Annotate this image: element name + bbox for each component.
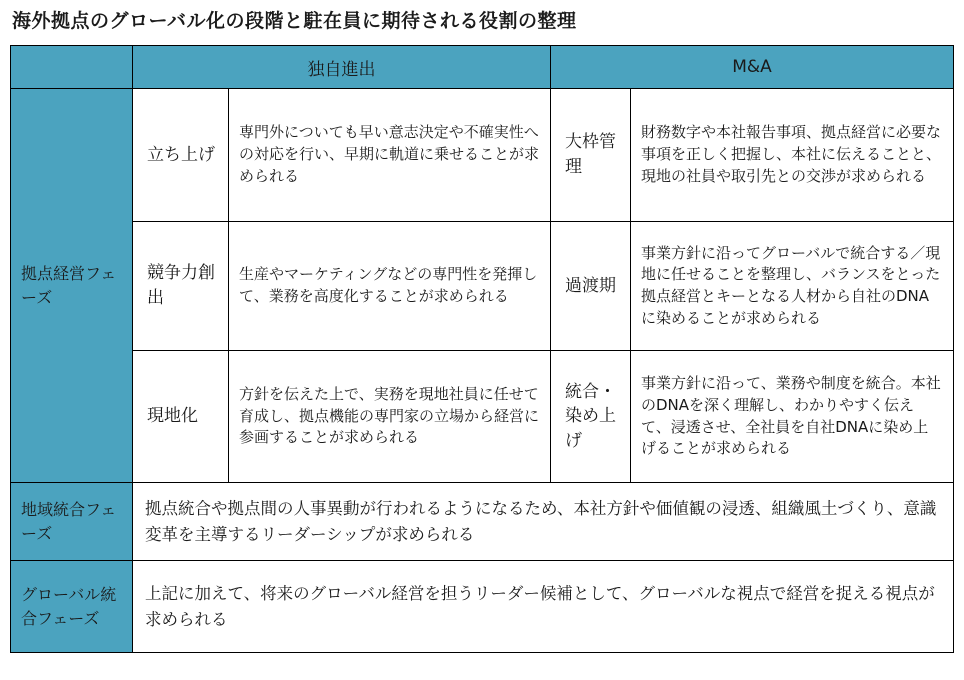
table-row [11,89,954,222]
corner-cell [11,46,133,89]
ind-stage-desc: 方針を伝えた上で、実務を現地社員に任せて育成し、拠点機能の専門家の立場から経営に参画することが求められる [229,351,551,483]
phase-label-global: グローバル統合フェーズ [11,561,133,653]
header-independent: 独自進出 [133,46,551,89]
ind-stage-label: 立ち上げ [133,89,229,222]
ind-stage-desc: 生産やマーケティングなどの専門性を発揮して、業務を高度化することが求められる [229,222,551,351]
page-title: 海外拠点のグローバル化の段階と駐在員に期待される役割の整理 [12,10,577,32]
global-desc: 上記に加えて、将来のグローバル経営を担うリーダー候補として、グローバルな視点で経営を捉える視点が求められる [133,561,954,653]
header-ma: M&A [551,46,954,89]
ind-stage-label: 現地化 [133,351,229,483]
ma-stage-label: 大枠管理 [551,89,631,222]
table-row [11,561,954,653]
ind-stage-label: 競争力創出 [133,222,229,351]
table-row [11,222,954,351]
regional-desc: 拠点統合や拠点間の人事異動が行われるようになるため、本社方針や価値観の浸透、組織風土づくり、意識変革を主導するリーダーシップが求められる [133,483,954,561]
role-matrix-table [10,45,954,653]
table-row [11,483,954,561]
ind-stage-desc: 専門外についても早い意志決定や不確実性への対応を行い、早期に軌道に乗せることが求められる [229,89,551,222]
ma-stage-desc: 財務数字や本社報告事項、拠点経営に必要な事項を正しく把握し、本社に伝えることと、現地の社員や取引先との交渉が求められる [631,89,954,222]
phase-label-base: 拠点経営フェーズ [11,89,133,483]
phase-label-regional: 地域統合フェーズ [11,483,133,561]
ma-stage-desc: 事業方針に沿って、業務や制度を統合。本社のDNAを深く理解し、わかりやすく伝えて、浸透させ、全社員を自社DNAに染め上げることが求められる [631,351,954,483]
table-row [11,351,954,483]
ma-stage-label: 過渡期 [551,222,631,351]
ma-stage-desc: 事業方針に沿ってグローバルで統合する／現地に任せることを整理し、バランスをとった拠点経営とキーとなる人材から自社のDNAに染めることが求められる [631,222,954,351]
header-row [11,46,954,89]
ma-stage-label: 統合・染め上げ [551,351,631,483]
